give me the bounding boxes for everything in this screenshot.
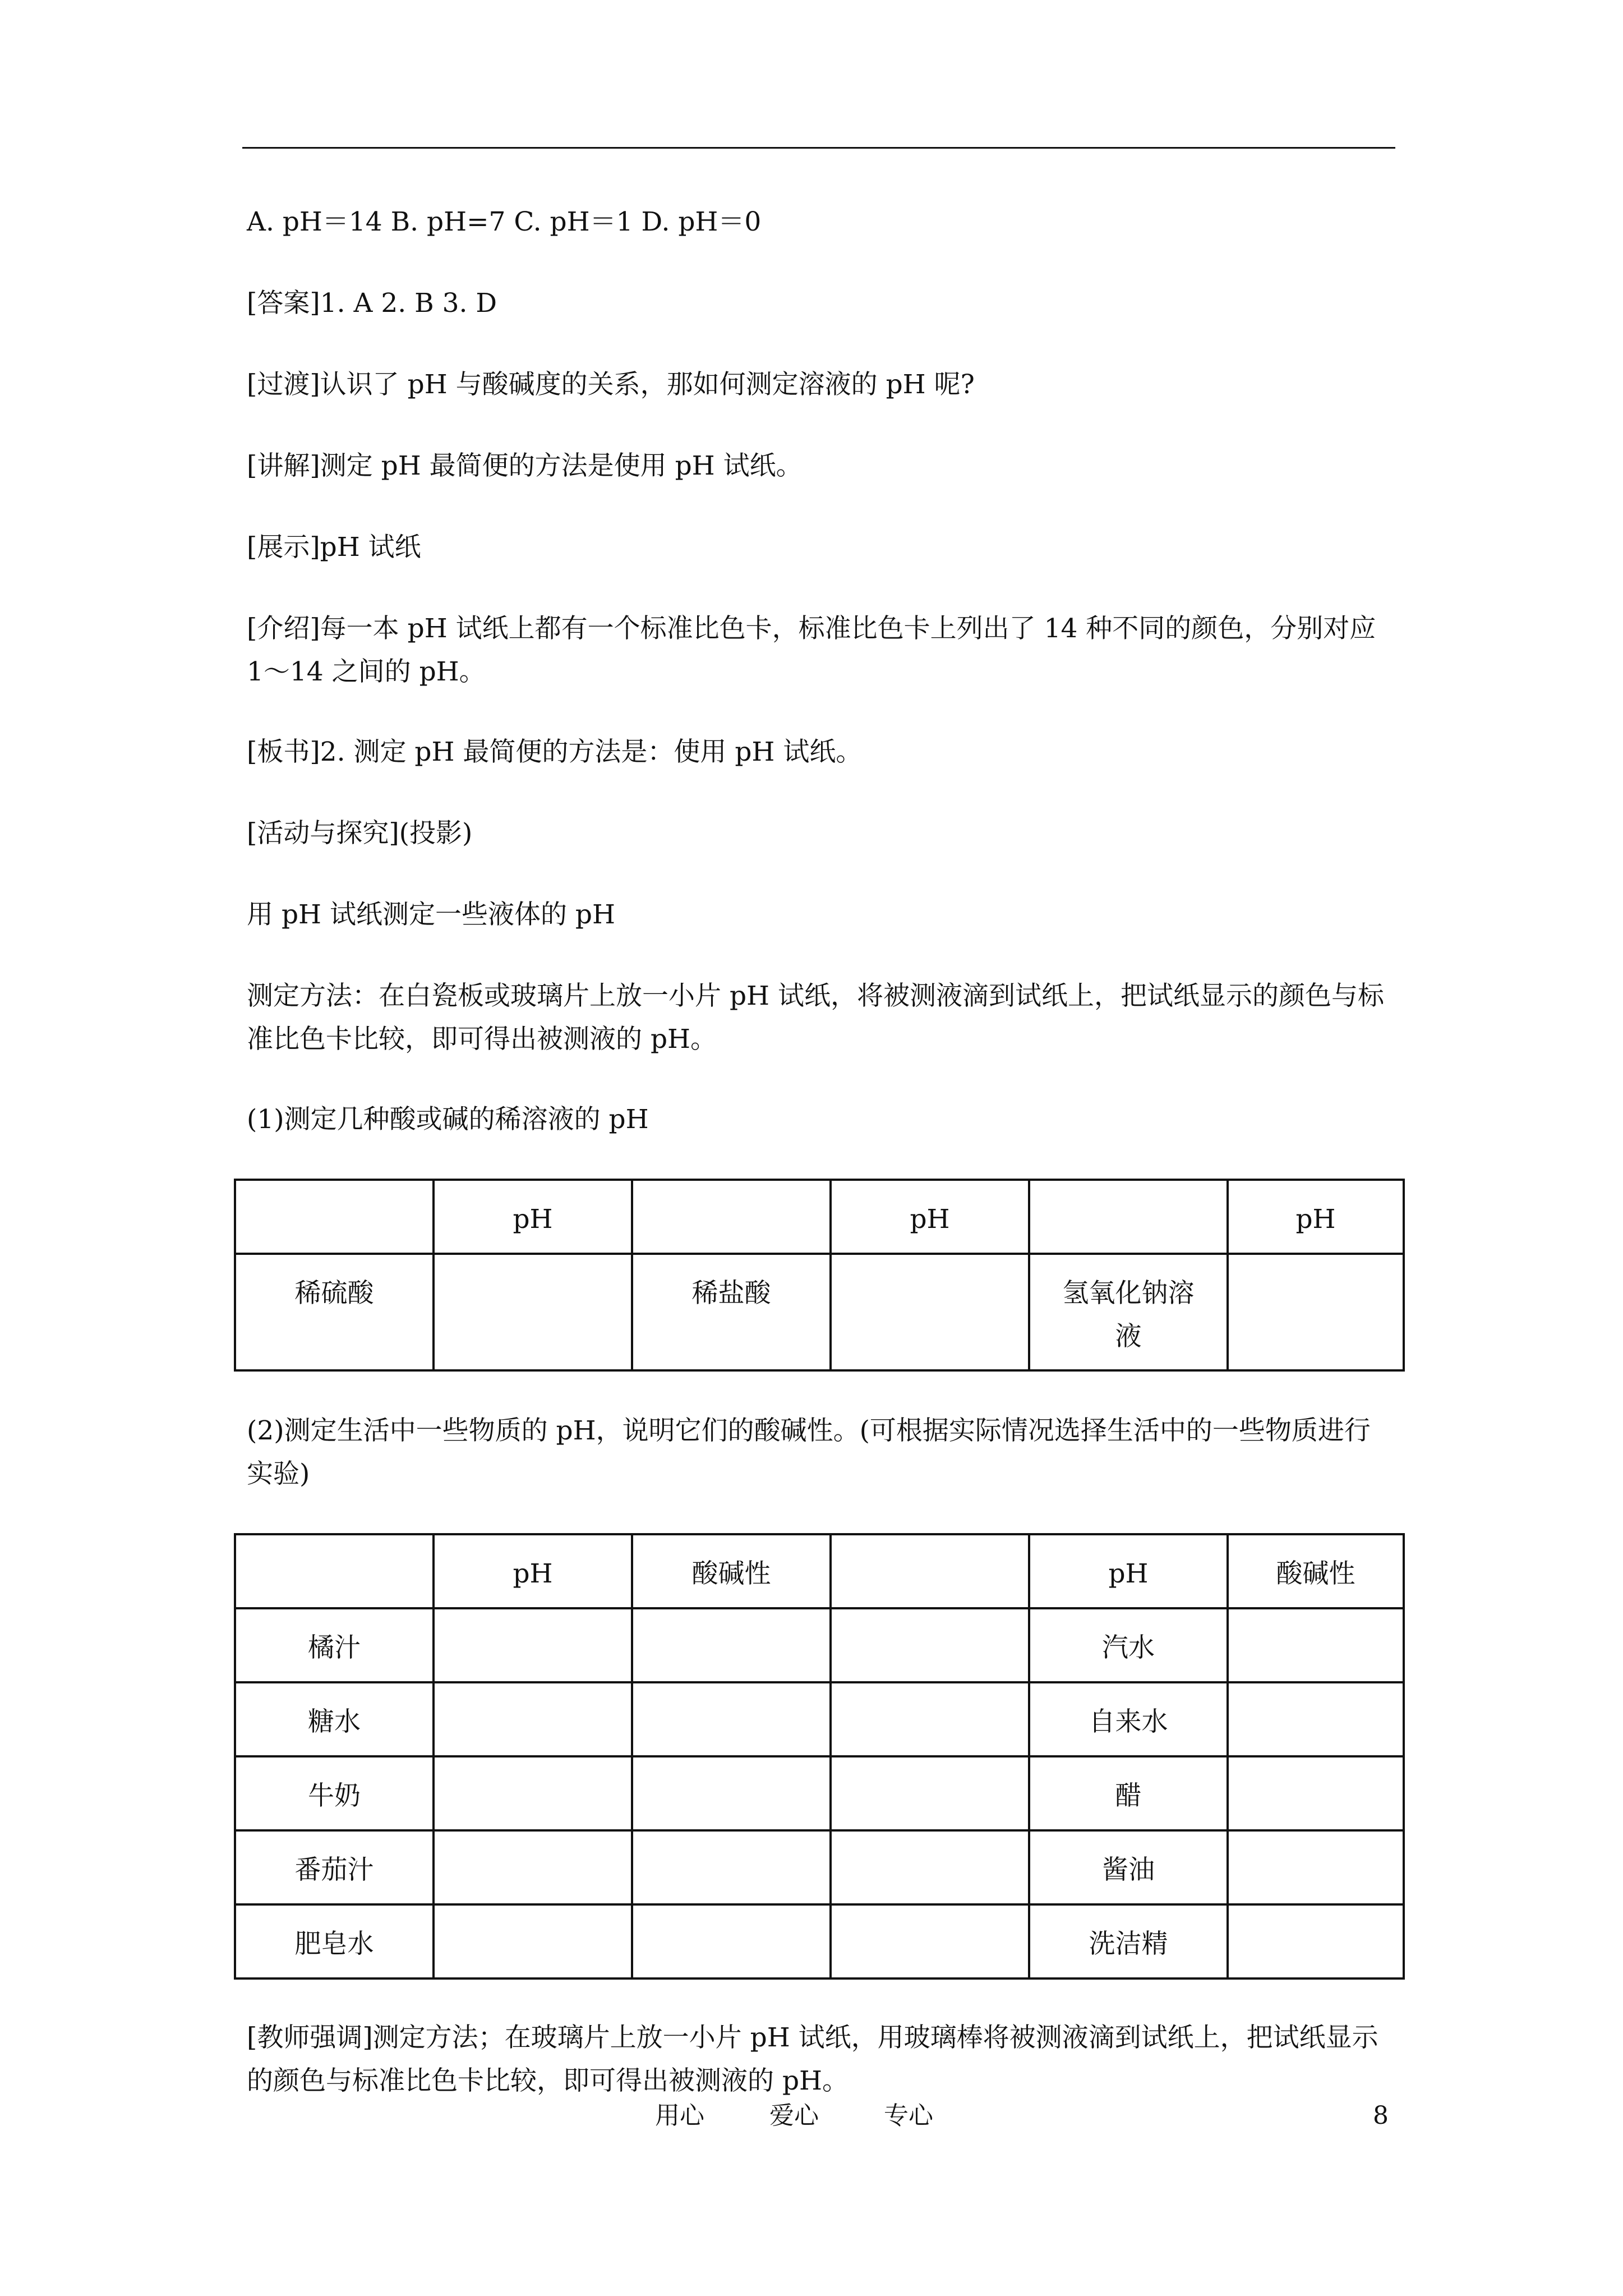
footer-motto-2: 爱心 bbox=[769, 2101, 819, 2130]
table-cell: 自来水 bbox=[1029, 1682, 1228, 1756]
table-household-ph bbox=[234, 1533, 1405, 1980]
answer-options-line: A. pH＝14 B. pH=7 C. pH＝1 D. pH＝0 bbox=[247, 206, 762, 237]
table-header-cell bbox=[831, 1534, 1029, 1608]
table-row bbox=[235, 1682, 1404, 1756]
table-header-cell: pH bbox=[434, 1534, 632, 1608]
blackboard-note-line: [板书]2. 测定 pH 最简便的方法是：使用 pH 试纸。 bbox=[247, 737, 863, 767]
table-header-cell bbox=[235, 1534, 434, 1608]
footer-motto-1: 用心 bbox=[655, 2101, 704, 2130]
table-cell bbox=[1228, 1254, 1404, 1370]
table-cell bbox=[632, 1904, 831, 1978]
table-row bbox=[235, 1756, 1404, 1830]
table-cell: 醋 bbox=[1029, 1756, 1228, 1830]
table-cell bbox=[831, 1254, 1029, 1370]
explanation-line: [讲解]测定 pH 最简便的方法是使用 pH 试纸。 bbox=[247, 450, 803, 481]
teacher-emphasis-paragraph: [教师强调]测定方法；在玻璃片上放一小片 pH 试纸，用玻璃棒将被测液滴到试纸上，把试纸显示的颜色与标准比色卡比较，即可得出被测液的 pH。 bbox=[247, 2022, 1378, 2096]
table-cell bbox=[831, 1830, 1029, 1904]
table-cell bbox=[831, 1756, 1029, 1830]
table-header-cell: pH bbox=[1228, 1180, 1404, 1254]
demonstration-line: [展示]pH 试纸 bbox=[247, 532, 421, 563]
table-header-row bbox=[235, 1534, 1404, 1608]
table-header-cell: 酸碱性 bbox=[632, 1534, 831, 1608]
table-cell bbox=[434, 1608, 632, 1682]
header-rule bbox=[242, 147, 1395, 149]
part-2-heading: (2)测定生活中一些物质的 pH，说明它们的酸碱性。(可根据实际情况选择生活中的一些物质进行实验) bbox=[247, 1415, 1371, 1489]
table-cell: 番茄汁 bbox=[235, 1830, 434, 1904]
table-cell bbox=[632, 1682, 831, 1756]
footer-motto-3: 专心 bbox=[884, 2101, 933, 2130]
table-cell bbox=[1228, 1830, 1404, 1904]
introduction-paragraph: [介绍]每一本 pH 试纸上都有一个标准比色卡，标准比色卡上列出了 14 种不同的颜色，分别对应 1～14 之间的 pH。 bbox=[247, 613, 1385, 687]
transition-line: [过渡]认识了 pH 与酸碱度的关系，那如何测定溶液的 pH 呢? bbox=[247, 369, 975, 400]
table-cell bbox=[1228, 1608, 1404, 1682]
table-row bbox=[235, 1904, 1404, 1978]
table-cell bbox=[434, 1682, 632, 1756]
table-cell bbox=[632, 1830, 831, 1904]
table-header-cell: 酸碱性 bbox=[1228, 1534, 1404, 1608]
table-acid-base-ph bbox=[234, 1179, 1405, 1372]
table-cell bbox=[434, 1830, 632, 1904]
table-header-cell: pH bbox=[831, 1180, 1029, 1254]
table-row bbox=[235, 1608, 1404, 1682]
part-1-heading: (1)测定几种酸或碱的稀溶液的 pH bbox=[247, 1104, 649, 1135]
page-number: 8 bbox=[1373, 2101, 1389, 2130]
table-header-cell: pH bbox=[434, 1180, 632, 1254]
table-cell: 牛奶 bbox=[235, 1756, 434, 1830]
table-cell bbox=[1228, 1682, 1404, 1756]
table-header-cell: pH bbox=[1029, 1534, 1228, 1608]
table-header-cell bbox=[632, 1180, 831, 1254]
table-cell: 稀硫酸 bbox=[235, 1254, 434, 1370]
table-cell bbox=[831, 1682, 1029, 1756]
table-cell bbox=[632, 1608, 831, 1682]
table-row bbox=[235, 1830, 1404, 1904]
table-cell bbox=[434, 1904, 632, 1978]
table-cell: 洗洁精 bbox=[1029, 1904, 1228, 1978]
table-cell: 酱油 bbox=[1029, 1830, 1228, 1904]
table-header-cell bbox=[1029, 1180, 1228, 1254]
table-cell bbox=[831, 1904, 1029, 1978]
table-cell bbox=[434, 1254, 632, 1370]
table-cell: 氢氧化钠溶液 bbox=[1029, 1254, 1228, 1370]
table-cell bbox=[1228, 1904, 1404, 1978]
activity-title: 用 pH 试纸测定一些液体的 pH bbox=[247, 899, 615, 930]
table-header-row bbox=[235, 1180, 1404, 1254]
table-cell bbox=[434, 1756, 632, 1830]
table-cell: 汽水 bbox=[1029, 1608, 1228, 1682]
method-paragraph: 测定方法：在白瓷板或玻璃片上放一小片 pH 试纸，将被测液滴到试纸上，把试纸显示的颜色与标准比色卡比较，即可得出被测液的 pH。 bbox=[247, 981, 1384, 1055]
table-cell: 肥皂水 bbox=[235, 1904, 434, 1978]
table-header-cell bbox=[235, 1180, 434, 1254]
table-cell: 橘汁 bbox=[235, 1608, 434, 1682]
answer-key-line: [答案]1. A 2. B 3. D bbox=[247, 288, 497, 319]
activity-heading: [活动与探究](投影) bbox=[247, 818, 473, 849]
table-cell: 稀盐酸 bbox=[632, 1254, 831, 1370]
table-cell bbox=[632, 1756, 831, 1830]
table-cell: 糖水 bbox=[235, 1682, 434, 1756]
table-cell bbox=[1228, 1756, 1404, 1830]
table-cell bbox=[831, 1608, 1029, 1682]
table-row bbox=[235, 1254, 1404, 1370]
